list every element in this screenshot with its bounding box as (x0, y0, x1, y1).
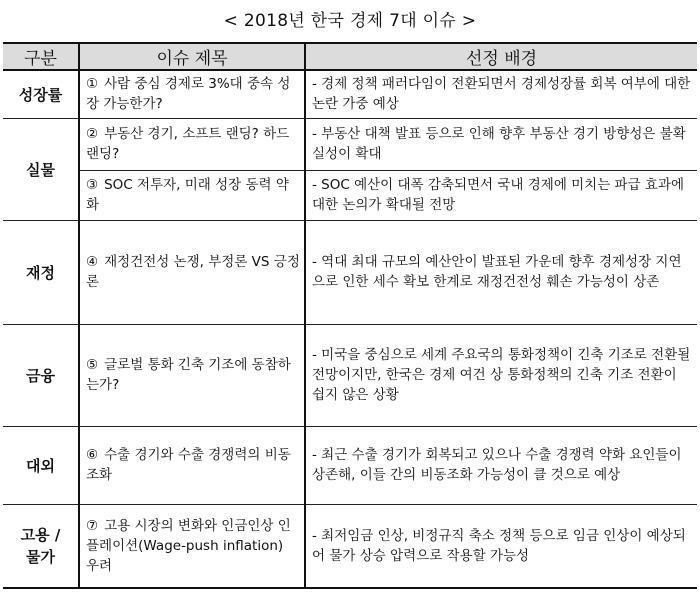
table-header-row (3, 43, 697, 70)
issue-title: SOC 저투자, 미래 성장 동력 약화 (86, 177, 289, 213)
issue-title: 수출 경기와 수출 경쟁력의 비동조화 (86, 447, 291, 483)
issue-cell (79, 324, 305, 426)
issue-cell (79, 118, 305, 170)
header-issue: 이슈 제목 (79, 43, 305, 70)
issue-number: ① (86, 76, 99, 93)
header-background: 선정 배경 (305, 43, 697, 70)
issue-number: ③ (86, 177, 99, 193)
issue-cell (79, 426, 305, 504)
table-row (3, 426, 697, 504)
page-title: < 2018년 한국 경제 7대 이슈 > (223, 11, 477, 31)
issue-number: ⑤ (86, 357, 99, 373)
background-cell: - 경제 정책 패러다임이 전환되면서 경제성장률 회복 여부에 대한 논란 가중 예상 (305, 70, 697, 118)
issue-title: 고용 시장의 변화와 인금인상 인플레이션(Wage-push inflation) 우려 (86, 517, 291, 574)
background-cell: - 미국을 중심으로 세계 주요국의 통화정책이 긴축 기조로 전환될 전망이지만, 한국은 경제 여건 상 통화정책의 긴축 기조 전환이 쉽지 않은 상황 (305, 324, 697, 426)
table-row (3, 170, 697, 220)
issue-number: ⑥ (86, 447, 99, 463)
issue-cell (79, 504, 305, 588)
issue-cell (79, 170, 305, 220)
table-row (3, 324, 697, 426)
issues-table (3, 42, 697, 589)
issue-title: 글로벌 통화 긴축 기조에 동참하는가? (86, 357, 291, 393)
issue-cell (79, 220, 305, 324)
category-cell: 실물 (3, 118, 79, 220)
issue-number: ⑦ (86, 517, 99, 534)
category-cell: 금융 (3, 324, 79, 426)
category-cell: 성장률 (3, 70, 79, 118)
category-cell: 재정 (3, 220, 79, 324)
background-cell: - 최저임금 인상, 비정규직 축소 정책 등으로 임금 인상이 예상되어 물가 상승 압력으로 작용할 가능성 (305, 504, 697, 588)
issue-title: 사람 중심 경제로 3%대 중속 성장 가능한가? (86, 76, 291, 113)
issue-title: 부동산 경기, 소프트 랜딩? 하드 랜딩? (86, 126, 290, 162)
background-cell: - SOC 예산이 대폭 감축되면서 국내 경제에 미치는 파급 효과에 대한 논의가 확대될 전망 (305, 170, 697, 220)
table-row (3, 70, 697, 118)
issue-number: ② (86, 126, 99, 142)
background-cell: - 최근 수출 경기가 회복되고 있으나 수출 경쟁력 약화 요인들이 상존해, 이들 간의 비동조화 가능성이 클 것으로 예상 (305, 426, 697, 504)
background-cell: - 부동산 대책 발표 등으로 인해 향후 부동산 경기 방향성은 불확실성이 확대 (305, 118, 697, 170)
category-cell: 고용 / 물가 (3, 504, 79, 588)
issue-title: 재정건전성 논쟁, 부정론 VS 긍정론 (86, 254, 300, 290)
issue-cell (79, 70, 305, 118)
issue-number: ④ (86, 254, 99, 270)
header-category: 구분 (3, 43, 79, 70)
category-cell: 대외 (3, 426, 79, 504)
table-row (3, 118, 697, 170)
table-row (3, 504, 697, 588)
table-row (3, 220, 697, 324)
background-cell: - 역대 최대 규모의 예산안이 발표된 가운데 향후 경제성장 지연으로 인한 세수 확보 한계로 재정건전성 훼손 가능성이 상존 (305, 220, 697, 324)
